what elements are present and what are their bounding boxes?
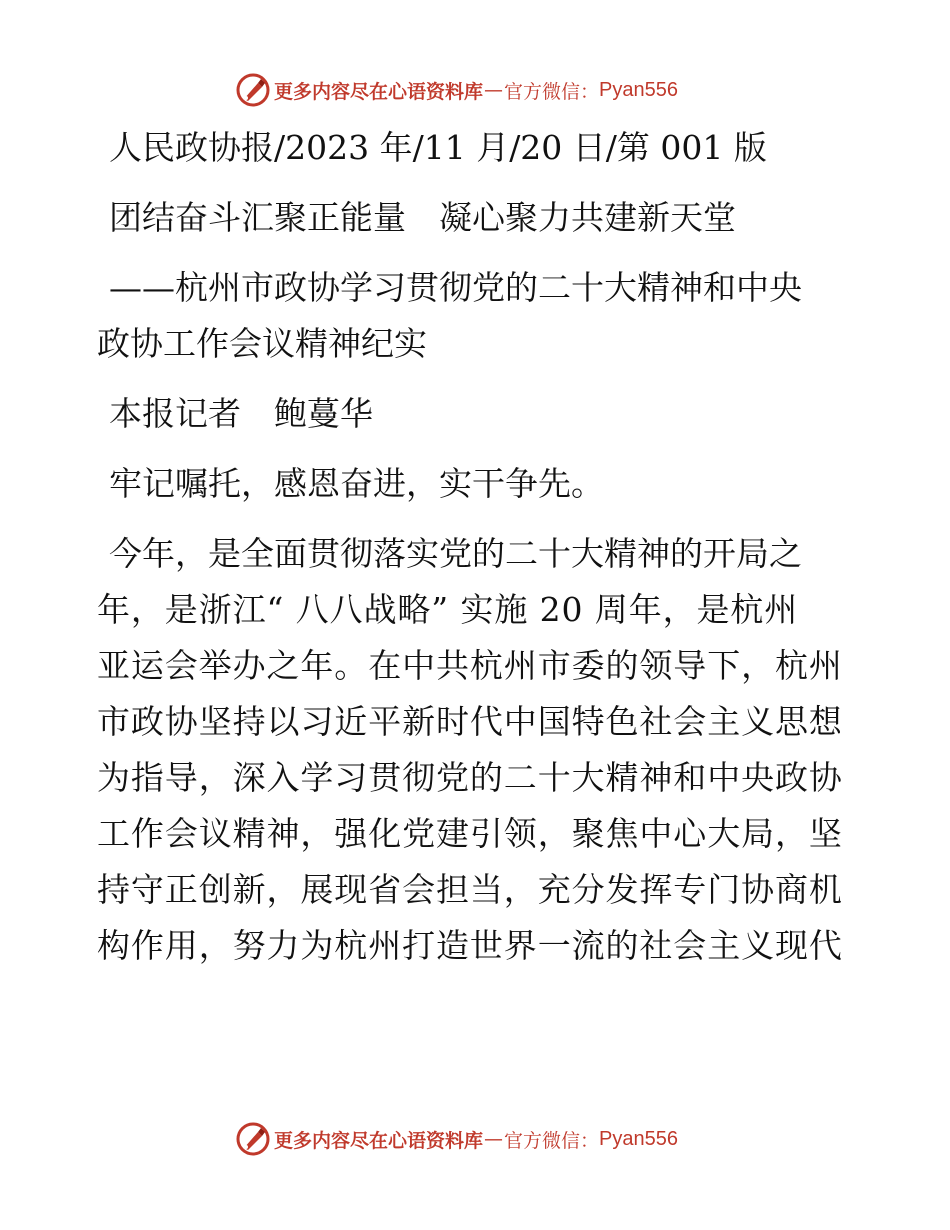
watermark-site-text: 更多内容尽在心语资料库 <box>274 1129 484 1152</box>
body-line: 工作会议精神，强化党建引领，聚焦中心大局，坚 <box>97 814 843 853</box>
body-line: 今年，是全面贯彻落实党的二十大精神的开局之 <box>109 534 802 573</box>
source-line: 人民政协报/2023 年/11 月/20 日/第 001 版 <box>109 128 767 167</box>
body-line: 亚运会举办之年。在中共杭州市委的领导下，杭州 <box>97 646 843 685</box>
body-line: 市政协坚持以习近平新时代中国特色社会主义思想 <box>97 702 843 741</box>
body-line: 持守正创新，展现省会担当，充分发挥专门协商机 <box>97 870 843 909</box>
article-subtitle-line-2: 政协工作会议精神纪实 <box>97 324 427 363</box>
watermark-separator: — <box>484 1128 504 1150</box>
watermark-site-text: 更多内容尽在心语资料库 <box>274 80 484 103</box>
body-line: 为指导，深入学习贯彻党的二十大精神和中央政协 <box>97 758 843 797</box>
article-title: 团结奋斗汇聚正能量 凝心聚力共建新天堂 <box>109 198 736 237</box>
header-watermark <box>236 72 756 108</box>
byline: 本报记者 鲍蔓华 <box>109 394 373 433</box>
body-line: 年，是浙江“ 八八战略” 实施 20 周年，是杭州 <box>97 590 799 629</box>
lead-paragraph: 牢记嘱托，感恩奋进，实干争先。 <box>109 464 604 503</box>
watermark-separator: — <box>484 79 504 101</box>
pen-logo-icon <box>236 1122 270 1156</box>
watermark-label: 官方微信： <box>504 80 600 103</box>
pen-logo-icon <box>236 73 270 107</box>
article-subtitle-line-1: ——杭州市政协学习贯彻党的二十大精神和中央 <box>109 268 802 307</box>
watermark-wechat-id: Pyan556 <box>599 78 678 101</box>
body-paragraph <box>97 526 851 974</box>
footer-watermark <box>236 1121 756 1157</box>
watermark-wechat-id: Pyan556 <box>599 1127 678 1150</box>
article-body <box>97 120 851 974</box>
body-line: 构作用，努力为杭州打造世界一流的社会主义现代 <box>97 926 843 965</box>
watermark-label: 官方微信： <box>504 1129 600 1152</box>
